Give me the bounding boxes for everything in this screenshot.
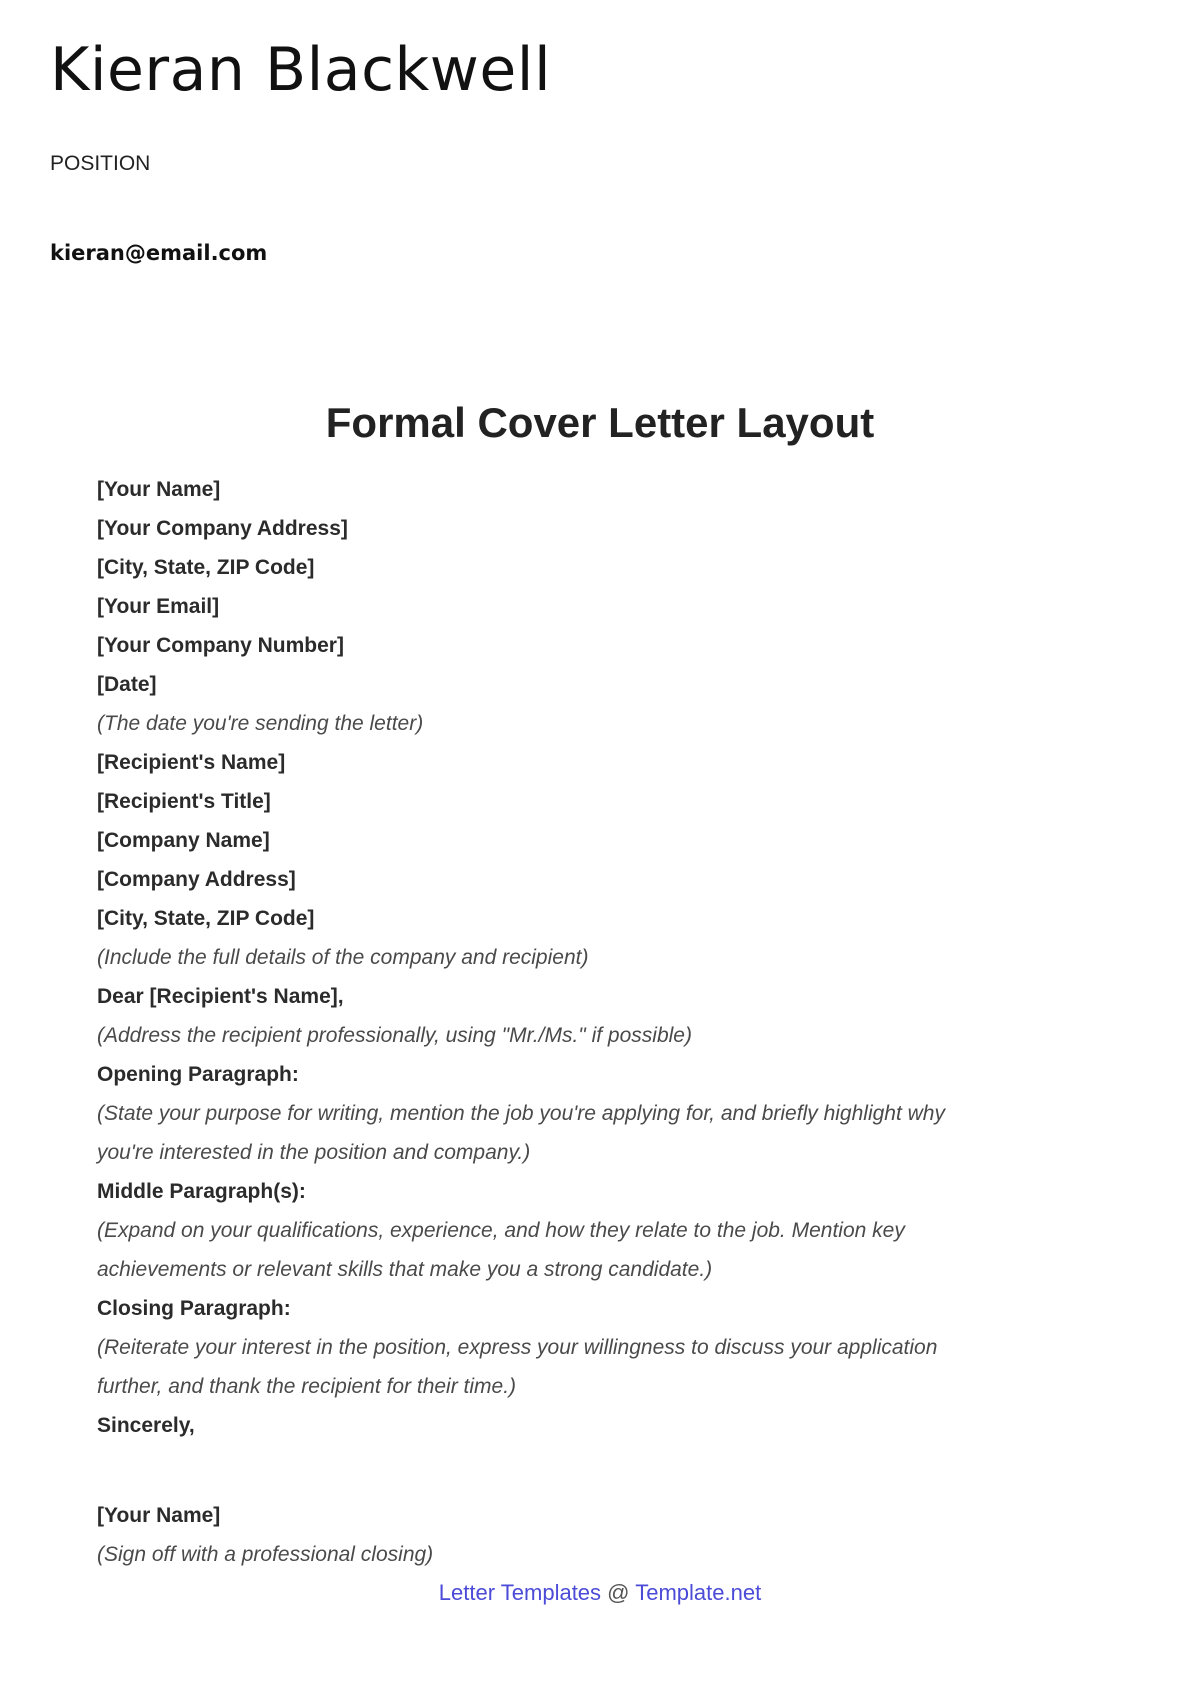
signature-name-placeholder: [Your Name] <box>97 1504 221 1527</box>
letter-header <box>50 30 1150 266</box>
sender-number-placeholder: [Your Company Number] <box>97 634 344 657</box>
document-title: Formal Cover Letter Layout <box>325 399 875 446</box>
salutation: Dear [Recipient's Name], <box>97 985 344 1008</box>
recipient-title-placeholder: [Recipient's Title] <box>97 790 271 813</box>
opening-paragraph-note-2: you're interested in the position and company.) <box>97 1141 531 1164</box>
salutation-note: (Address the recipient professionally, using "Mr./Ms." if possible) <box>97 1024 692 1047</box>
company-name-placeholder: [Company Name] <box>97 829 270 852</box>
signature-space <box>97 1445 1107 1496</box>
sender-email-placeholder: [Your Email] <box>97 595 220 618</box>
closing-paragraph-note-2: further, and thank the recipient for their time.) <box>97 1375 517 1398</box>
closing-paragraph-note-1: (Reiterate your interest in the position, express your willingness to discuss your application <box>97 1336 938 1359</box>
sender-position: POSITION <box>50 152 151 175</box>
sender-address-placeholder: [Your Company Address] <box>97 517 348 540</box>
sender-name-placeholder: [Your Name] <box>97 478 221 501</box>
footer-attribution <box>0 1578 1200 1608</box>
recipient-note: (Include the full details of the company and recipient) <box>97 946 589 969</box>
sign-off: Sincerely, <box>97 1414 195 1437</box>
middle-paragraph-note-2: achievements or relevant skills that make you a strong candidate.) <box>97 1258 713 1281</box>
sender-full-name: Kieran Blackwell <box>50 35 552 105</box>
letter-body <box>97 470 1107 1574</box>
sender-city-placeholder: [City, State, ZIP Code] <box>97 556 315 579</box>
date-placeholder: [Date] <box>97 673 157 696</box>
middle-paragraph-heading: Middle Paragraph(s): <box>97 1180 306 1203</box>
middle-paragraph-note-1: (Expand on your qualifications, experience, and how they relate to the job. Mention key <box>97 1219 905 1242</box>
company-city-placeholder: [City, State, ZIP Code] <box>97 907 315 930</box>
opening-paragraph-note-1: (State your purpose for writing, mention the job you're applying for, and briefly highlight why <box>97 1102 945 1125</box>
date-note: (The date you're sending the letter) <box>97 712 424 735</box>
opening-paragraph-heading: Opening Paragraph: <box>97 1063 299 1086</box>
template-net-link[interactable]: Template.net <box>635 1580 762 1605</box>
company-address-placeholder: [Company Address] <box>97 868 296 891</box>
recipient-name-placeholder: [Recipient's Name] <box>97 751 286 774</box>
closing-paragraph-heading: Closing Paragraph: <box>97 1297 291 1320</box>
letter-templates-link[interactable]: Letter Templates <box>438 1580 602 1605</box>
sender-email: kieran@email.com <box>50 241 268 265</box>
footer-separator: @ <box>601 1580 636 1605</box>
signature-note: (Sign off with a professional closing) <box>97 1543 434 1566</box>
